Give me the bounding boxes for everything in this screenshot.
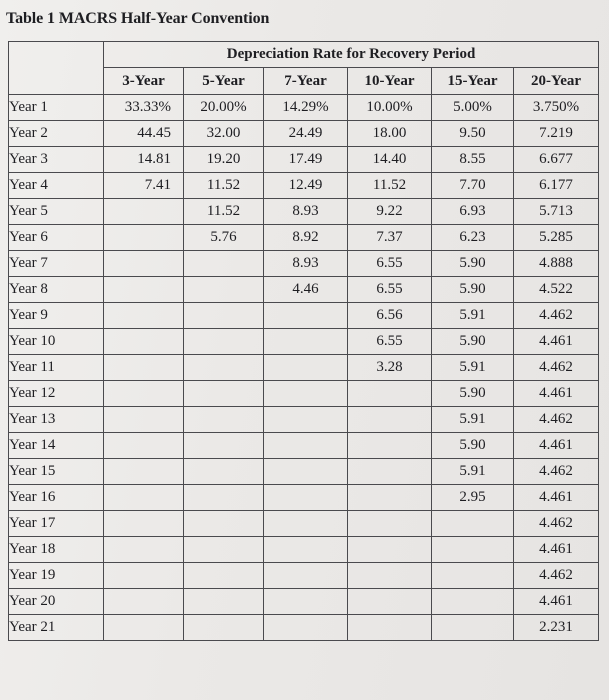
rate-cell	[264, 355, 348, 381]
table-row	[9, 173, 599, 199]
rate-cell: 6.55	[348, 251, 432, 277]
rate-cell: 6.677	[514, 147, 599, 173]
rate-cell	[432, 589, 514, 615]
year-label: Year 2	[9, 121, 104, 147]
rate-cell: 33.33%	[104, 95, 184, 121]
rate-cell	[348, 589, 432, 615]
table-row	[9, 589, 599, 615]
year-label: Year 5	[9, 199, 104, 225]
rate-cell: 6.23	[432, 225, 514, 251]
rate-cell	[432, 537, 514, 563]
rate-cell: 4.46	[264, 277, 348, 303]
rate-cell	[264, 381, 348, 407]
rate-cell	[348, 615, 432, 641]
rate-cell	[104, 433, 184, 459]
rate-cell: 11.52	[184, 173, 264, 199]
rate-cell: 4.462	[514, 355, 599, 381]
rate-cell: 4.461	[514, 589, 599, 615]
year-label: Year 19	[9, 563, 104, 589]
year-label: Year 15	[9, 459, 104, 485]
rate-cell: 5.76	[184, 225, 264, 251]
rate-cell: 11.52	[184, 199, 264, 225]
rate-cell	[348, 563, 432, 589]
rate-cell: 8.93	[264, 251, 348, 277]
corner-cell	[9, 68, 104, 95]
table-title: Table 1 MACRS Half-Year Convention	[6, 10, 270, 27]
rate-cell	[432, 563, 514, 589]
rate-cell: 20.00%	[184, 95, 264, 121]
rate-cell: 5.91	[432, 407, 514, 433]
column-header: 15-Year	[432, 68, 514, 95]
rate-cell	[264, 485, 348, 511]
table-row	[9, 121, 599, 147]
column-header-row	[9, 68, 599, 95]
rate-cell	[264, 563, 348, 589]
year-label: Year 9	[9, 303, 104, 329]
rate-cell: 6.93	[432, 199, 514, 225]
rate-cell	[104, 563, 184, 589]
rate-cell	[184, 459, 264, 485]
column-header: 10-Year	[348, 68, 432, 95]
rate-cell	[264, 303, 348, 329]
table-row	[9, 225, 599, 251]
rate-cell: 5.713	[514, 199, 599, 225]
rate-cell	[184, 303, 264, 329]
rate-cell: 4.461	[514, 329, 599, 355]
rate-cell: 4.461	[514, 381, 599, 407]
rate-cell: 5.91	[432, 355, 514, 381]
year-label: Year 17	[9, 511, 104, 537]
rate-cell	[184, 355, 264, 381]
rate-cell: 2.95	[432, 485, 514, 511]
rate-cell: 11.52	[348, 173, 432, 199]
rate-cell	[184, 589, 264, 615]
rate-cell	[432, 615, 514, 641]
rate-cell	[184, 563, 264, 589]
table-row	[9, 95, 599, 121]
rate-cell	[184, 329, 264, 355]
rate-cell	[104, 589, 184, 615]
rate-cell	[264, 589, 348, 615]
table-row	[9, 199, 599, 225]
rate-cell	[104, 485, 184, 511]
rate-cell: 8.55	[432, 147, 514, 173]
year-label: Year 10	[9, 329, 104, 355]
rate-cell: 3.750%	[514, 95, 599, 121]
rate-cell	[348, 537, 432, 563]
rate-cell: 14.29%	[264, 95, 348, 121]
rate-cell	[264, 407, 348, 433]
rate-cell	[348, 485, 432, 511]
year-label: Year 16	[9, 485, 104, 511]
corner-cell	[9, 42, 104, 68]
rate-cell	[104, 407, 184, 433]
rate-cell	[348, 381, 432, 407]
table-row	[9, 485, 599, 511]
rate-cell	[104, 277, 184, 303]
rate-cell	[184, 537, 264, 563]
column-header: 7-Year	[264, 68, 348, 95]
rate-cell	[104, 381, 184, 407]
rate-cell: 24.49	[264, 121, 348, 147]
rate-cell	[348, 511, 432, 537]
rate-cell: 4.462	[514, 407, 599, 433]
rate-cell: 9.50	[432, 121, 514, 147]
year-label: Year 4	[9, 173, 104, 199]
table-row	[9, 329, 599, 355]
year-label: Year 6	[9, 225, 104, 251]
rate-cell	[264, 329, 348, 355]
rate-cell: 17.49	[264, 147, 348, 173]
rate-cell: 5.90	[432, 329, 514, 355]
rate-cell	[264, 537, 348, 563]
rate-cell: 18.00	[348, 121, 432, 147]
rate-cell	[104, 199, 184, 225]
rate-cell: 5.285	[514, 225, 599, 251]
rate-cell: 9.22	[348, 199, 432, 225]
rate-cell: 4.462	[514, 563, 599, 589]
rate-cell	[264, 433, 348, 459]
year-label: Year 21	[9, 615, 104, 641]
rate-cell: 8.92	[264, 225, 348, 251]
rate-cell: 7.41	[104, 173, 184, 199]
rate-cell: 4.462	[514, 459, 599, 485]
rate-cell: 6.177	[514, 173, 599, 199]
macrs-table	[8, 41, 599, 641]
rate-cell: 4.522	[514, 277, 599, 303]
rate-cell: 4.461	[514, 485, 599, 511]
rate-cell: 5.90	[432, 381, 514, 407]
rate-cell: 14.81	[104, 147, 184, 173]
rate-cell: 7.219	[514, 121, 599, 147]
rate-cell	[104, 303, 184, 329]
table-row	[9, 615, 599, 641]
rate-cell: 5.90	[432, 433, 514, 459]
table-row	[9, 537, 599, 563]
rate-cell	[104, 355, 184, 381]
rate-cell: 5.91	[432, 459, 514, 485]
rate-cell: 4.462	[514, 511, 599, 537]
rate-cell: 4.462	[514, 303, 599, 329]
year-label: Year 11	[9, 355, 104, 381]
year-label: Year 7	[9, 251, 104, 277]
year-label: Year 13	[9, 407, 104, 433]
rate-cell	[184, 615, 264, 641]
rate-cell: 7.37	[348, 225, 432, 251]
rate-cell	[184, 407, 264, 433]
rate-cell: 19.20	[184, 147, 264, 173]
table-row	[9, 303, 599, 329]
rate-cell: 5.90	[432, 251, 514, 277]
rate-cell: 32.00	[184, 121, 264, 147]
table-row	[9, 407, 599, 433]
rate-cell	[184, 433, 264, 459]
rate-cell: 12.49	[264, 173, 348, 199]
rate-cell	[184, 251, 264, 277]
table-row	[9, 511, 599, 537]
table-row	[9, 433, 599, 459]
rate-cell	[104, 615, 184, 641]
year-label: Year 1	[9, 95, 104, 121]
rate-cell	[184, 485, 264, 511]
rate-cell: 6.55	[348, 329, 432, 355]
rate-cell	[264, 615, 348, 641]
rate-cell	[348, 407, 432, 433]
table-row	[9, 355, 599, 381]
rate-cell	[264, 511, 348, 537]
rate-cell	[104, 511, 184, 537]
rate-cell: 4.461	[514, 433, 599, 459]
year-label: Year 18	[9, 537, 104, 563]
table-body	[9, 95, 599, 641]
rate-cell: 7.70	[432, 173, 514, 199]
year-label: Year 14	[9, 433, 104, 459]
rate-cell: 5.91	[432, 303, 514, 329]
table-row	[9, 251, 599, 277]
rate-cell: 10.00%	[348, 95, 432, 121]
rate-cell	[348, 459, 432, 485]
rate-cell	[104, 225, 184, 251]
column-header: 3-Year	[104, 68, 184, 95]
rate-cell	[104, 537, 184, 563]
rate-cell: 4.888	[514, 251, 599, 277]
column-header: 5-Year	[184, 68, 264, 95]
rate-cell	[184, 511, 264, 537]
rate-cell	[104, 251, 184, 277]
year-label: Year 8	[9, 277, 104, 303]
rate-cell: 2.231	[514, 615, 599, 641]
rate-cell: 6.56	[348, 303, 432, 329]
rate-cell	[104, 329, 184, 355]
year-label: Year 20	[9, 589, 104, 615]
rate-cell	[184, 381, 264, 407]
rate-cell: 3.28	[348, 355, 432, 381]
year-label: Year 12	[9, 381, 104, 407]
rate-cell	[184, 277, 264, 303]
rate-cell	[264, 459, 348, 485]
table-row	[9, 381, 599, 407]
rate-cell: 4.461	[514, 537, 599, 563]
rate-cell: 44.45	[104, 121, 184, 147]
rate-cell: 8.93	[264, 199, 348, 225]
column-header: 20-Year	[514, 68, 599, 95]
table-row	[9, 277, 599, 303]
rate-cell	[432, 511, 514, 537]
rate-cell: 5.90	[432, 277, 514, 303]
rate-cell: 5.00%	[432, 95, 514, 121]
rate-cell: 14.40	[348, 147, 432, 173]
rate-cell	[348, 433, 432, 459]
period-header: Depreciation Rate for Recovery Period	[104, 42, 599, 68]
table-row	[9, 563, 599, 589]
table-row	[9, 459, 599, 485]
rate-cell: 6.55	[348, 277, 432, 303]
rate-cell	[104, 459, 184, 485]
year-label: Year 3	[9, 147, 104, 173]
table-row	[9, 147, 599, 173]
